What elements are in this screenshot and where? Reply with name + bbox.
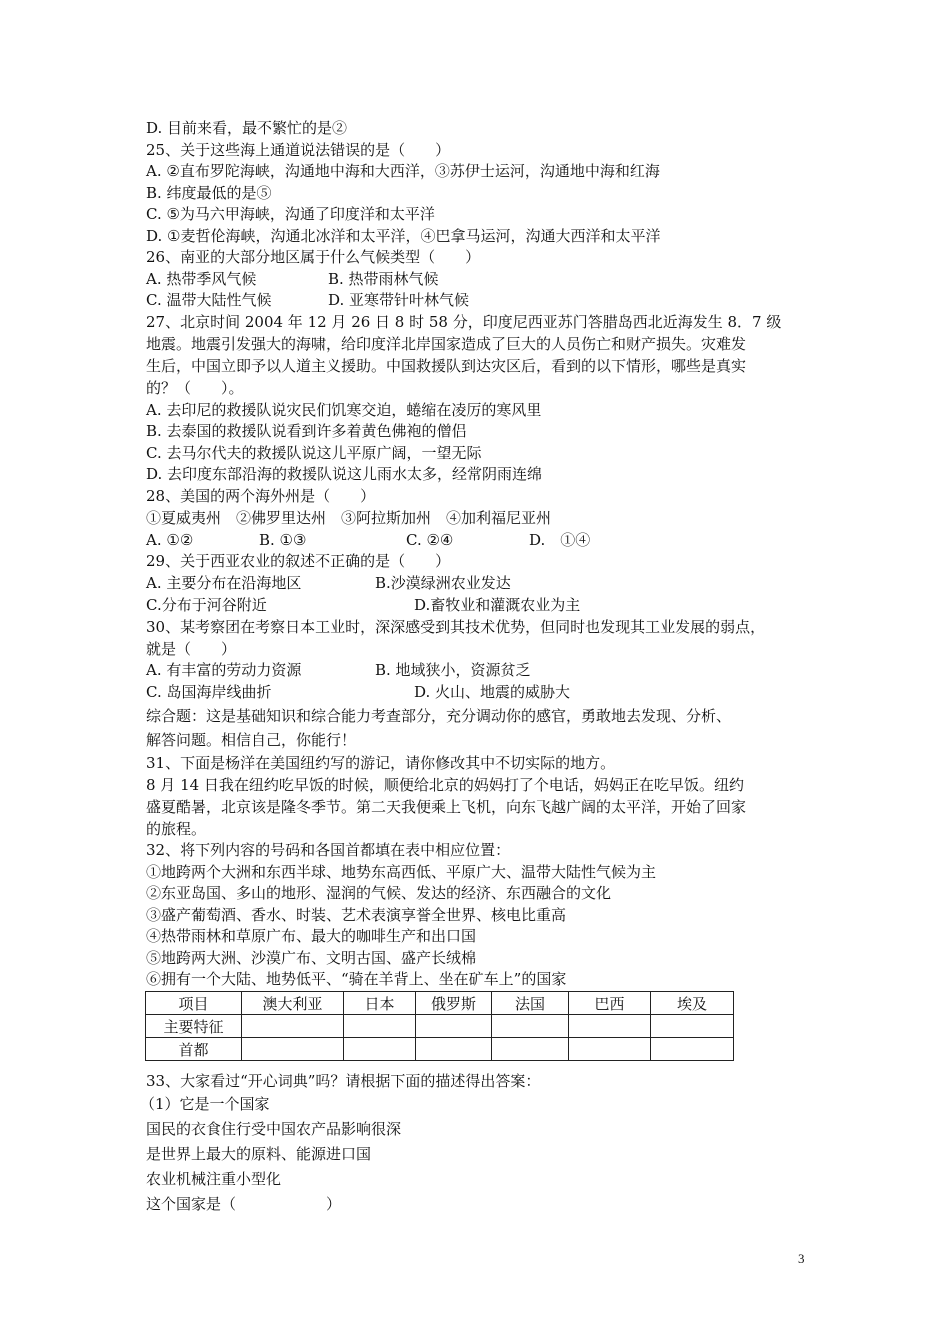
section-intro-line-1: 综合题：这是基础知识和综合能力考查部分，充分调动你的感官，勇敢地去发现、分析、 [146,707,732,725]
answer-cell[interactable] [416,1038,492,1061]
q26-stem: 26、南亚的大部分地区属于什么气候类型（ ） [146,248,481,266]
q27-stem-line-3: 生后，中国立即予以人道主义援助。中国救援队到达灾区后，看到的以下情形，哪些是真实 [146,357,747,375]
q30-stem-line-2: 就是（ ） [146,640,237,658]
q32-item-4: ④热带雨林和草原广布、最大的咖啡生产和出口国 [146,927,477,945]
q25-option-c: C. ⑤为马六甲海峡，沟通了印度洋和太平洋 [146,205,435,223]
q25-option-a: A. ②直布罗陀海峡，沟通地中海和大西洋，③苏伊士运河，沟通地中海和红海 [146,162,660,180]
q29-stem: 29、关于西亚农业的叙述不正确的是（ ） [146,552,451,570]
q33-clue-3: 农业机械注重小型化 [146,1170,282,1188]
answer-cell[interactable] [492,1038,569,1061]
q30-option-c: C. 岛国海岸线曲折 [146,683,272,701]
q26-option-a: A. 热带季风气候 [146,270,257,288]
answer-cell[interactable] [242,1038,344,1061]
answer-cell[interactable] [569,1038,651,1061]
answer-cell[interactable] [492,1015,569,1038]
q28-stem: 28、美国的两个海外州是（ ） [146,487,376,505]
q32-stem: 32、将下列内容的号码和各国首都填在表中相应位置： [146,841,511,859]
q31-stem: 31、下面是杨洋在美国纽约写的游记，请你修改其中不切实际的地方。 [146,754,616,772]
q30-option-d: D. 火山、地震的威胁大 [414,683,571,701]
q28-option-a: A. ①② [146,531,194,549]
q32-answer-table [145,991,734,1061]
answer-cell[interactable] [344,1038,416,1061]
q33-answer-prompt: 这个国家是（ ） [146,1195,342,1213]
q25-stem: 25、关于这些海上通道说法错误的是（ ） [146,141,451,159]
q33-sub-question-1: （1）它是一个国家 [140,1095,270,1113]
q27-stem-line-4: 的？（ ）。 [146,379,244,397]
q28-option-c: C. ②④ [406,531,454,549]
q29-option-c: C.分布于河谷附近 [146,596,267,614]
table-header-cell: 俄罗斯 [416,992,492,1015]
page-number: 3 [798,1251,805,1266]
q29-option-d: D.畜牧业和灌溉农业为主 [414,596,581,614]
q26-option-d: D. 亚寒带针叶林气候 [328,291,470,309]
table-header-cell: 法国 [492,992,569,1015]
table-row [146,1038,734,1061]
q33-stem: 33、大家看过“开心词典”吗？请根据下面的描述得出答案： [146,1072,541,1090]
q30-option-b: B. 地域狭小，资源贫乏 [375,661,531,679]
q27-option-d: D. 去印度东部沿海的救援队说这儿雨水太多，经常阴雨连绵 [146,465,543,483]
q31-passage-line-3: 的旅程。 [146,820,207,838]
q26-option-c: C. 温带大陆性气候 [146,291,272,309]
q28-option-b: B. ①③ [259,531,307,549]
table-header-cell: 巴西 [569,992,651,1015]
q27-stem-line-1: 27、北京时间 2004 年 12 月 26 日 8 时 58 分，印度尼西亚苏门答腊岛西北近海发生 8．7 级 [146,313,782,331]
answer-cell[interactable] [416,1015,492,1038]
q25-option-b: B. 纬度最低的是⑤ [146,184,272,202]
q30-stem-line-1: 30、某考察团在考察日本工业时，深深感受到其技术优势，但同时也发现其工业发展的弱点， [146,618,766,636]
q29-option-b: B.沙漠绿洲农业发达 [375,574,511,592]
answer-cell[interactable] [651,1038,734,1061]
q32-item-5: ⑤地跨两大洲、沙漠广布、文明古国、盛产长绒棉 [146,949,477,967]
table-header-row [146,992,734,1015]
q27-option-c: C. 去马尔代夫的救援队说这儿平原广阔，一望无际 [146,444,482,462]
q28-option-d: D. ①④ [529,531,591,549]
q29-option-a: A. 主要分布在沿海地区 [146,574,302,592]
answer-cell[interactable] [651,1015,734,1038]
q33-clue-1: 国民的衣食住行受中国农产品影响很深 [146,1120,402,1138]
q27-stem-line-2: 地震。地震引发强大的海啸，给印度洋北岸国家造成了巨大的人员伤亡和财产损失。灾难发 [146,335,747,353]
answer-cell[interactable] [344,1015,416,1038]
q30-option-a: A. 有丰富的劳动力资源 [146,661,302,679]
table-header-cell: 日本 [344,992,416,1015]
q27-option-b: B. 去泰国的救援队说看到许多着黄色佛袍的僧侣 [146,422,467,440]
answer-cell[interactable] [569,1015,651,1038]
table-header-cell: 项目 [146,992,242,1015]
table-header-cell: 埃及 [651,992,734,1015]
q26-option-b: B. 热带雨林气候 [328,270,439,288]
q27-option-a: A. 去印尼的救援队说灾民们饥寒交迫，蜷缩在凌厉的寒风里 [146,401,542,419]
q24-option-d: D. 目前来看，最不繁忙的是② [146,119,348,137]
q28-items: ①夏威夷州 ②佛罗里达州 ③阿拉斯加州 ④加利福尼亚州 [146,509,552,527]
q32-item-6: ⑥拥有一个大陆、地势低平、“骑在羊背上、坐在矿车上”的国家 [146,970,567,988]
q25-option-d: D. ①麦哲伦海峡，沟通北冰洋和太平洋，④巴拿马运河，沟通大西洋和太平洋 [146,227,661,245]
table-row [146,1015,734,1038]
q32-item-3: ③盛产葡萄酒、香水、时装、艺术表演享誉全世界、核电比重高 [146,906,567,924]
answer-cell[interactable] [242,1015,344,1038]
q33-clue-2: 是世界上最大的原料、能源进口国 [146,1145,372,1163]
table-header-cell: 澳大利亚 [242,992,344,1015]
q31-passage-line-1: 8 月 14 日我在纽约吃早饭的时候，顺便给北京的妈妈打了个电话，妈妈正在吃早饭。纽约 [146,776,744,794]
q31-passage-line-2: 盛夏酷暑，北京该是隆冬季节。第二天我便乘上飞机，向东飞越广阔的太平洋，开始了回家 [146,798,747,816]
q32-item-1: ①地跨两个大洲和东西半球、地势东高西低、平原广大、温带大陆性气候为主 [146,863,657,881]
table-row-label: 主要特征 [146,1015,242,1038]
table-row-label: 首都 [146,1038,242,1061]
q32-item-2: ②东亚岛国、多山的地形、湿润的气候、发达的经济、东西融合的文化 [146,884,612,902]
section-intro-line-2: 解答问题。相信自己，你能行！ [146,731,357,749]
